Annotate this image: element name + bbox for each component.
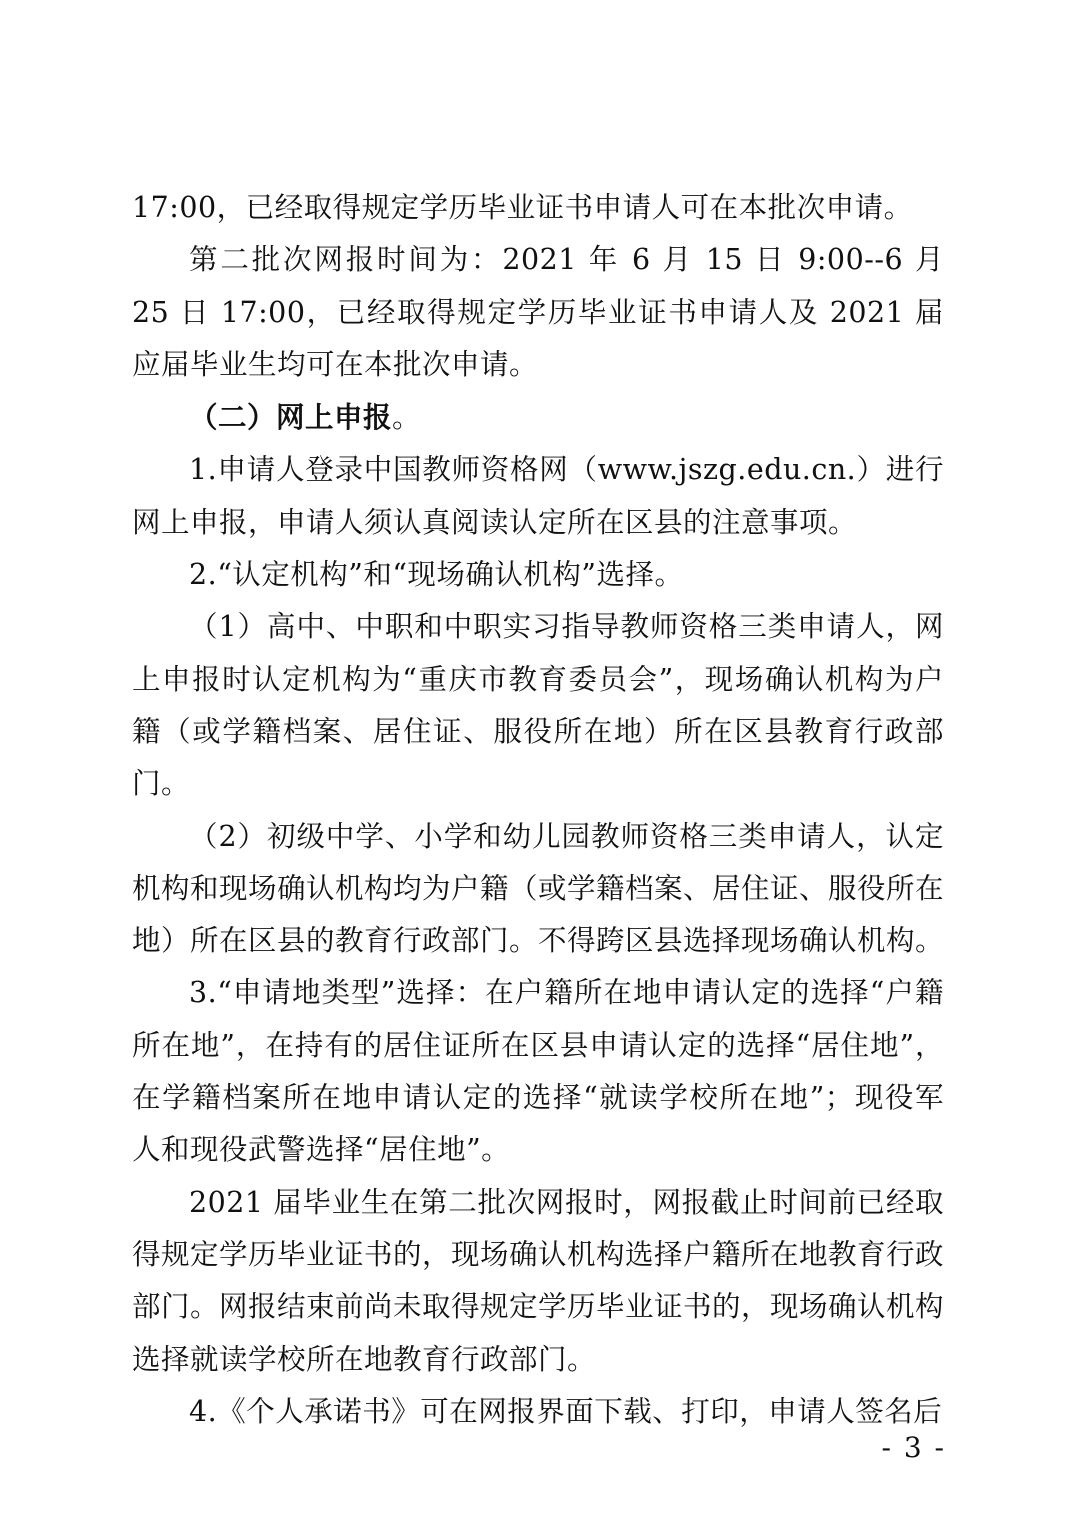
paragraph-item-4: 4.《个人承诺书》可在网报界面下载、打印，申请人签名后 bbox=[189, 1394, 943, 1428]
section-heading bbox=[132, 391, 944, 444]
paragraph-batch2-time: 第二批次网报时间为：2021 年 6 月 15 日 9:00--6 月 25 日 17:00，已经取得规定学历毕业证书申请人及 2021 届应届毕业生均可在本批次申请。 bbox=[132, 243, 944, 381]
paragraph-graduates: 2021 届毕业生在第二批次网报时，网报截止时间前已经取得规定学历毕业证书的，现场确认机构选择户籍所在地教育行政部门。网报结束前尚未取得规定学历毕业证书的，现场确认机构选择就读学校所在地教育行政部门。 bbox=[132, 1185, 945, 1376]
paragraph-item-2-1: （1）高中、中职和中职实习指导教师资格三类申请人，网上申报时认定机构为“重庆市教育委员会”，现场确认机构为户籍（或学籍档案、居住证、服役所在地）所在区县教育行政部门。 bbox=[132, 610, 944, 801]
paragraph-batch1-tail: 17:00，已经取得规定学历毕业证书申请人可在本批次申请。 bbox=[132, 191, 913, 224]
section-heading-text: （二）网上申报 bbox=[189, 400, 393, 435]
document-body bbox=[132, 182, 944, 1438]
paragraph-item-2: 2.“认定机构”和“现场确认机构”选择。 bbox=[189, 558, 684, 592]
page-number: - 3 - bbox=[881, 1431, 946, 1464]
paragraph-item-1: 1.申请人登录中国教师资格网（www.jszg.edu.cn.）进行网上申报，申请人须认真阅读认定所在区县的注意事项。 bbox=[132, 453, 944, 539]
paragraph-item-3: 3.“申请地类型”选择：在户籍所在地申请认定的选择“户籍所在地”，在持有的居住证所在区县申请认定的选择“居住地”，在学籍档案所在地申请认定的选择“就读学校所在地”；现役军人和现役武警选择“居住地”。 bbox=[132, 976, 944, 1167]
section-heading-tail: 。 bbox=[392, 401, 422, 435]
paragraph-item-2-2: （2）初级中学、小学和幼儿园教师资格三类申请人，认定机构和现场确认机构均为户籍（或学籍档案、居住证、服役所在地）所在区县的教育行政部门。不得跨区县选择现场确认机构。 bbox=[132, 819, 945, 958]
